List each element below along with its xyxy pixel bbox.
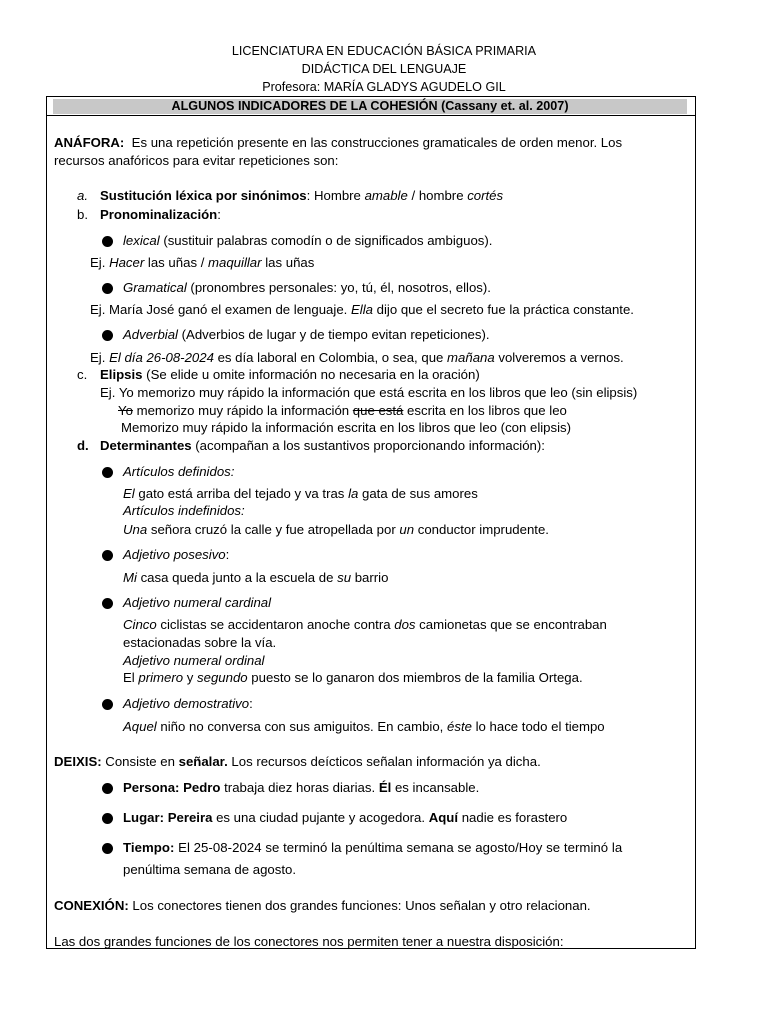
section-title: ALGUNOS INDICADORES DE LA COHESIÓN (Cassany et. al. 2007): [53, 99, 687, 114]
ej3-p1: Ej.: [90, 350, 110, 365]
bullet-icon: [102, 783, 113, 794]
item-d: [100, 438, 545, 454]
title-divider: [47, 115, 695, 116]
ex1-p4: gata de sus amores: [358, 486, 478, 501]
item-b: [100, 207, 221, 223]
ej3-p3: es día laboral en Colombia, o sea, que: [213, 350, 448, 365]
bullet-icon: [102, 467, 113, 478]
item-c: [100, 367, 480, 383]
deixis-t1: Consiste en: [101, 754, 179, 769]
numeral-cardinal: Adjetivo numeral cardinal: [123, 595, 272, 610]
bullet-icon: [102, 283, 113, 294]
item-a-t3: / hombre: [407, 188, 468, 203]
lexical-term: lexical: [123, 233, 160, 248]
ej1-p5: las uñas: [261, 255, 315, 270]
ex5-p1: El: [123, 670, 139, 685]
struck-que-esta: que está: [352, 403, 404, 418]
ex3-p2: casa queda junto a la escuela de: [136, 570, 338, 585]
tiempo-label: Tiempo:: [123, 840, 175, 855]
item-b-colon: :: [217, 207, 221, 222]
deixis-label: DEIXIS:: [54, 754, 102, 769]
posesivo-term: Adjetivo posesivo: [123, 547, 226, 562]
deixis-persona: [123, 780, 479, 796]
ej3-p5: volveremos a vernos.: [494, 350, 624, 365]
ex4-p1: Cinco: [123, 617, 157, 632]
ej2-p2: Ella: [350, 302, 373, 317]
item-a-t2: amable: [364, 188, 408, 203]
bullet-icon: [102, 330, 113, 341]
lexical-line: [123, 233, 492, 249]
numeral-ordinal: Adjetivo numeral ordinal: [123, 653, 265, 668]
item-a: [100, 188, 503, 204]
header-line-1: LICENCIATURA EN EDUCACIÓN BÁSICA PRIMARIA: [231, 44, 537, 58]
ej2-p1: Ej. María José ganó el examen de lenguaje.: [90, 302, 351, 317]
ej1-p2: Hacer: [109, 255, 145, 270]
conexion-line: [54, 898, 591, 914]
demostrativo-term: Adjetivo demostrativo: [123, 696, 250, 711]
header-line-3: Profesora: MARÍA GLADYS AGUDELO GIL: [262, 80, 506, 94]
example-ordinal: [123, 670, 583, 686]
example-indefinidos: [123, 522, 549, 538]
ex3-p1: Mi: [123, 570, 137, 585]
struck-yo: Yo: [118, 403, 133, 418]
elipsis-line-3: Memorizo muy rápido la información escrita en los libros que leo (con elipsis): [121, 420, 572, 435]
adverbial-text: (Adverbios de lugar y de tiempo evitan repeticiones).: [177, 327, 490, 342]
item-b-label: Pronominalización: [100, 207, 218, 222]
elipsis-l2d: escrita en los libros que leo: [403, 403, 567, 418]
item-b-marker: b.: [77, 207, 88, 222]
gramatical-line: [123, 280, 491, 296]
demostrativo-line: [123, 696, 253, 712]
item-c-marker: c.: [77, 367, 88, 382]
lugar-text-2: nadie es forastero: [458, 810, 568, 825]
content-box: [46, 96, 696, 949]
lugar-bold: Aquí: [428, 810, 459, 825]
ex6-p1: Aquel: [123, 719, 157, 734]
item-d-text: (acompañan a los sustantivos proporcionando información):: [191, 438, 545, 453]
header-line-2: DIDÁCTICA DEL LENGUAJE: [301, 62, 467, 76]
gramatical-term: Gramatical: [123, 280, 187, 295]
posesivo-colon: :: [225, 547, 230, 562]
posesivo-line: [123, 547, 229, 563]
deixis-t2: señalar.: [178, 754, 228, 769]
example-gramatical: [90, 302, 634, 318]
persona-bold: Él: [378, 780, 392, 795]
bullet-icon: [102, 598, 113, 609]
ex6-p2: niño no conversa con sus amiguitos. En cambio,: [156, 719, 448, 734]
ex6-p4: lo hace todo el tiempo: [471, 719, 605, 734]
ej2-p3: dijo que el secreto fue la práctica constante.: [372, 302, 634, 317]
deixis-tiempo-2: penúltima semana de agosto.: [123, 862, 297, 877]
item-a-label: Sustitución léxica por sinónimos: [100, 188, 307, 203]
conexion-text: Los conectores tienen dos grandes funciones: Unos señalan y otro relacionan.: [128, 898, 591, 913]
gramatical-text: (pronombres personales: yo, tú, él, nosotros, ellos).: [186, 280, 491, 295]
deixis-lugar: [123, 810, 567, 826]
item-d-marker: d.: [77, 438, 89, 453]
ex4-p4: camionetas que se encontraban: [415, 617, 607, 632]
lugar-text: es una ciudad pujante y acogedora.: [212, 810, 429, 825]
ex2-p1: Una: [123, 522, 148, 537]
ex5-p2: primero: [138, 670, 184, 685]
articulos-indefinidos: Artículos indefinidos:: [123, 503, 245, 518]
elipsis-line-2: [118, 403, 567, 419]
ex5-p5: puesto se lo ganaron dos miembros de la familia Ortega.: [247, 670, 583, 685]
demostrativo-colon: :: [249, 696, 253, 711]
example-cardinal-2: estacionadas sobre la vía.: [123, 635, 277, 650]
adverbial-line: [123, 327, 490, 343]
ej1-p4: maquillar: [208, 255, 262, 270]
ex4-p3: dos: [394, 617, 416, 632]
item-d-label: Determinantes: [100, 438, 192, 453]
persona-text-2: es incansable.: [391, 780, 480, 795]
example-adverbial: [90, 350, 624, 366]
bullet-icon: [102, 813, 113, 824]
ex3-p3: su: [337, 570, 352, 585]
deixis-line: [54, 754, 541, 770]
bullet-icon: [102, 843, 113, 854]
lexical-text: (sustituir palabras comodín o de significados ambiguos).: [159, 233, 493, 248]
example-posesivo: [123, 570, 388, 586]
adverbial-term: Adverbial: [123, 327, 178, 342]
item-c-text: (Se elide u omite información no necesaria en la oración): [142, 367, 480, 382]
item-a-marker: a.: [77, 188, 88, 203]
deixis-t3: Los recursos deícticos señalan información ya dicha.: [227, 754, 541, 769]
ex2-p3: un: [399, 522, 415, 537]
bullet-icon: [102, 699, 113, 710]
bullet-icon: [102, 236, 113, 247]
example-cardinal: [123, 617, 607, 633]
elipsis-line-1: Ej. Yo memorizo muy rápido la información que está escrita en los libros que leo (sin elipsis): [100, 385, 638, 400]
ex1-p2: gato está arriba del tejado y va tras: [134, 486, 349, 501]
tiempo-text: El 25-08-2024 se terminó la penúltima semana se agosto/Hoy se terminó la: [174, 840, 623, 855]
item-a-t4: cortés: [467, 188, 504, 203]
example-definidos: [123, 486, 478, 502]
persona-label: Persona: Pedro: [123, 780, 221, 795]
anafora-line-1: [54, 135, 622, 151]
item-a-t1: : Hombre: [306, 188, 365, 203]
ex1-p3: la: [348, 486, 359, 501]
ex4-p2: ciclistas se accidentaron anoche contra: [156, 617, 395, 632]
ex5-p3: y: [183, 670, 198, 685]
conexion-label: CONEXIÓN:: [54, 898, 129, 913]
ej1-p3: las uñas /: [144, 255, 209, 270]
conexion-last-line: Las dos grandes funciones de los conectores nos permiten tener a nuestra disposición:: [54, 934, 564, 949]
ex2-p2: señora cruzó la calle y fue atropellada por: [147, 522, 400, 537]
example-demostrativo: [123, 719, 605, 735]
ej1-p1: Ej.: [90, 255, 110, 270]
ex2-p4: conductor imprudente.: [414, 522, 549, 537]
ex1-p1: El: [123, 486, 135, 501]
elipsis-l2b: memorizo muy rápido la información: [132, 403, 353, 418]
ej3-p4: mañana: [447, 350, 495, 365]
ej3-p2: El día 26-08-2024: [109, 350, 214, 365]
example-lexical: [90, 255, 314, 271]
anafora-text-1: Es una repetición presente en las construcciones gramaticales de orden menor. Los: [131, 135, 623, 150]
item-c-label: Elipsis: [100, 367, 143, 382]
ex3-p4: barrio: [351, 570, 389, 585]
anafora-line-2: recursos anafóricos para evitar repeticiones son:: [54, 153, 339, 168]
bullet-icon: [102, 550, 113, 561]
persona-text: trabaja diez horas diarias.: [220, 780, 379, 795]
articulos-definidos: Artículos definidos:: [123, 464, 235, 479]
anafora-label: ANÁFORA:: [54, 135, 125, 150]
lugar-label: Lugar: Pereira: [123, 810, 213, 825]
ex5-p4: segundo: [197, 670, 248, 685]
deixis-tiempo: [123, 840, 689, 856]
ex6-p3: éste: [447, 719, 472, 734]
